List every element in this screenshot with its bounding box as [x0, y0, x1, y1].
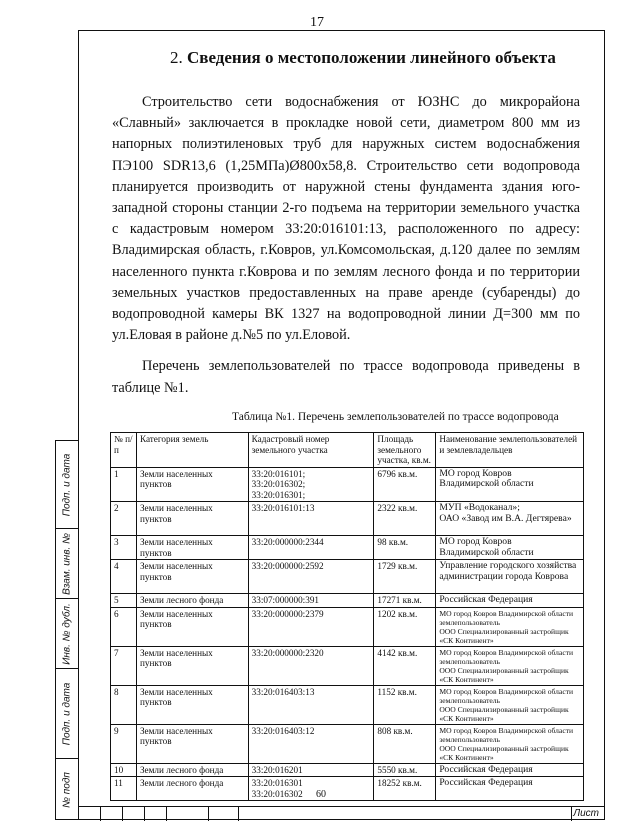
table-cell: МО город Ковров Владимирской области землепользователь ООО Специализированный застройщик «СК Континент» — [436, 724, 584, 763]
table-cell: 33:20:000000:2320 — [248, 646, 374, 685]
table-cell: 33:20:000000:2379 — [248, 607, 374, 646]
table-cell: Земли населенных пунктов — [136, 467, 248, 502]
side-cell — [56, 529, 78, 599]
table-cell: 33:20:000000:2344 — [248, 536, 374, 560]
table-row — [111, 560, 584, 594]
table-cell: Земли населенных пунктов — [136, 646, 248, 685]
table-cell: МО город Ковров Владимирской области — [436, 467, 584, 502]
table-cell: 2322 кв.м. — [374, 502, 436, 536]
table-cell: 9 — [111, 724, 137, 763]
header-cell: Кадастровый номер земельного участка — [248, 433, 374, 468]
table-row — [111, 536, 584, 560]
table-row — [111, 502, 584, 536]
table-cell: Земли лесного фонда — [136, 777, 248, 801]
table-cell: 18252 кв.м. — [374, 777, 436, 801]
table-cell: 1152 кв.м. — [374, 685, 436, 724]
table-cell: 6796 кв.м. — [374, 467, 436, 502]
table-row — [111, 607, 584, 646]
table-cell: 33:20:016101:13 — [248, 502, 374, 536]
table-row — [111, 467, 584, 502]
body-text — [112, 92, 580, 399]
table-cell: Земли населенных пунктов — [136, 685, 248, 724]
table-row — [111, 777, 584, 801]
table-cell: МО город Ковров Владимирской области землепользователь ООО Специализированный застройщик «СК Континент» — [436, 607, 584, 646]
side-label: Подп. и дата — [61, 682, 73, 745]
side-cell — [56, 669, 78, 759]
table-cell: 33:20:016201 — [248, 763, 374, 777]
table-cell: Земли лесного фонда — [136, 763, 248, 777]
table-cell: 6 — [111, 607, 137, 646]
table-caption: Таблица №1. Перечень землепользователей по трассе водопровода — [232, 411, 559, 423]
sheet-label: Лист — [573, 808, 599, 819]
land-users-table — [110, 432, 584, 801]
table-cell: 7 — [111, 646, 137, 685]
table-cell: 11 — [111, 777, 137, 801]
side-stamp-strip — [55, 440, 78, 820]
table-cell: 4142 кв.м. — [374, 646, 436, 685]
table-cell: 2 — [111, 502, 137, 536]
table-cell: Земли населенных пунктов — [136, 536, 248, 560]
side-cell — [56, 759, 78, 821]
table-row — [111, 763, 584, 777]
table-cell: 1202 кв.м. — [374, 607, 436, 646]
side-label: № подп — [61, 772, 73, 808]
section-number: 2. — [170, 48, 183, 67]
table-cell: МО город Ковров Владимирской области землепользователь ООО Специализированный застройщик «СК Континент» — [436, 685, 584, 724]
table-cell: 33:20:000000:2592 — [248, 560, 374, 594]
side-label: Взам. инв. № — [61, 532, 73, 595]
table-cell: 1 — [111, 467, 137, 502]
paragraph: Строительство сети водоснабжения от ЮЗНС до микрорайона «Славный» заключается в прокладке новой сети, диаметром 800 мм из напорных полиэтиленовых труб для наружных систем водоснабжения ПЭ100 SDR13,6 (1,25МПа)Ø800х58,8. Строительство сети водопровода планируется производить от наружной стены фундамента здания юго-западной стороны станции 2-го подъема на территории земельного участка с кадастровым номером 33:20:016101:13, расположенного по адресу: Владимирская область, г.Ковров, ул.Комсомольская, д.120 далее по землям населенного пункта г.Коврова и по землям лесного фонда и по территории земельных участков предоставленных на праве аренде (субаренды) до водопроводной камеры ВК 1327 на водопроводной линии Д=300 мм по ул.Еловая в районе д.№5 по ул.Еловой. — [112, 94, 580, 344]
table-cell: 1729 кв.м. — [374, 560, 436, 594]
header-cell: Категория земель — [136, 433, 248, 468]
table-row — [111, 685, 584, 724]
table-cell: Российская Федерация — [436, 594, 584, 608]
table-cell: Земли населенных пунктов — [136, 560, 248, 594]
section-heading — [170, 48, 556, 68]
table-cell: Российская Федерация — [436, 777, 584, 801]
table-header-row — [111, 433, 584, 468]
table-cell: 5 — [111, 594, 137, 608]
table-cell: 4 — [111, 560, 137, 594]
section-title: Сведения о местоположении линейного объекта — [187, 48, 556, 67]
table-row — [111, 594, 584, 608]
table-cell: Управление городского хозяйства администрации города Коврова — [436, 560, 584, 594]
header-cell: № п/п — [111, 433, 137, 468]
header-cell: Наименование землепользователей и землевладельцев — [436, 433, 584, 468]
table-cell: 3 — [111, 536, 137, 560]
table-cell: МО город Ковров Владимирской области — [436, 536, 584, 560]
bottom-stamp — [78, 806, 605, 820]
trailing-number: 60 — [316, 789, 326, 800]
paragraph: Перечень землепользователей по трассе водопровода приведены в таблице №1. — [112, 358, 580, 396]
table-cell: 98 кв.м. — [374, 536, 436, 560]
page-number: 17 — [310, 15, 324, 30]
side-cell — [56, 441, 78, 529]
table-cell: Земли населенных пунктов — [136, 502, 248, 536]
table-cell: 33:20:016301 33:20:016302 — [248, 777, 374, 801]
table-cell: 33:20:016403:13 — [248, 685, 374, 724]
table-cell: 33:20:016403:12 — [248, 724, 374, 763]
side-label: Инв. № дубл. — [61, 602, 73, 665]
table-cell: 8 — [111, 685, 137, 724]
table-row — [111, 724, 584, 763]
table-cell: Земли лесного фонда — [136, 594, 248, 608]
table-cell: 10 — [111, 763, 137, 777]
table-cell: 5550 кв.м. — [374, 763, 436, 777]
table-cell: 17271 кв.м. — [374, 594, 436, 608]
side-cell — [56, 599, 78, 669]
table-cell: 808 кв.м. — [374, 724, 436, 763]
table-cell: Земли населенных пунктов — [136, 607, 248, 646]
table-cell: МУП «Водоканал»; ОАО «Завод им В.А. Дегтярева» — [436, 502, 584, 536]
table-cell: Земли населенных пунктов — [136, 724, 248, 763]
header-cell: Площадь земельного участка, кв.м. — [374, 433, 436, 468]
table-cell: Российская Федерация — [436, 763, 584, 777]
table-cell: 33:20:016101; 33:20:016302; 33:20:016301; — [248, 467, 374, 502]
side-label: Подп. и дата — [61, 453, 73, 516]
table-row — [111, 646, 584, 685]
table-cell: 33:07:000000:391 — [248, 594, 374, 608]
table-cell: МО город Ковров Владимирской области землепользователь ООО Специализированный застройщик «СК Континент» — [436, 646, 584, 685]
